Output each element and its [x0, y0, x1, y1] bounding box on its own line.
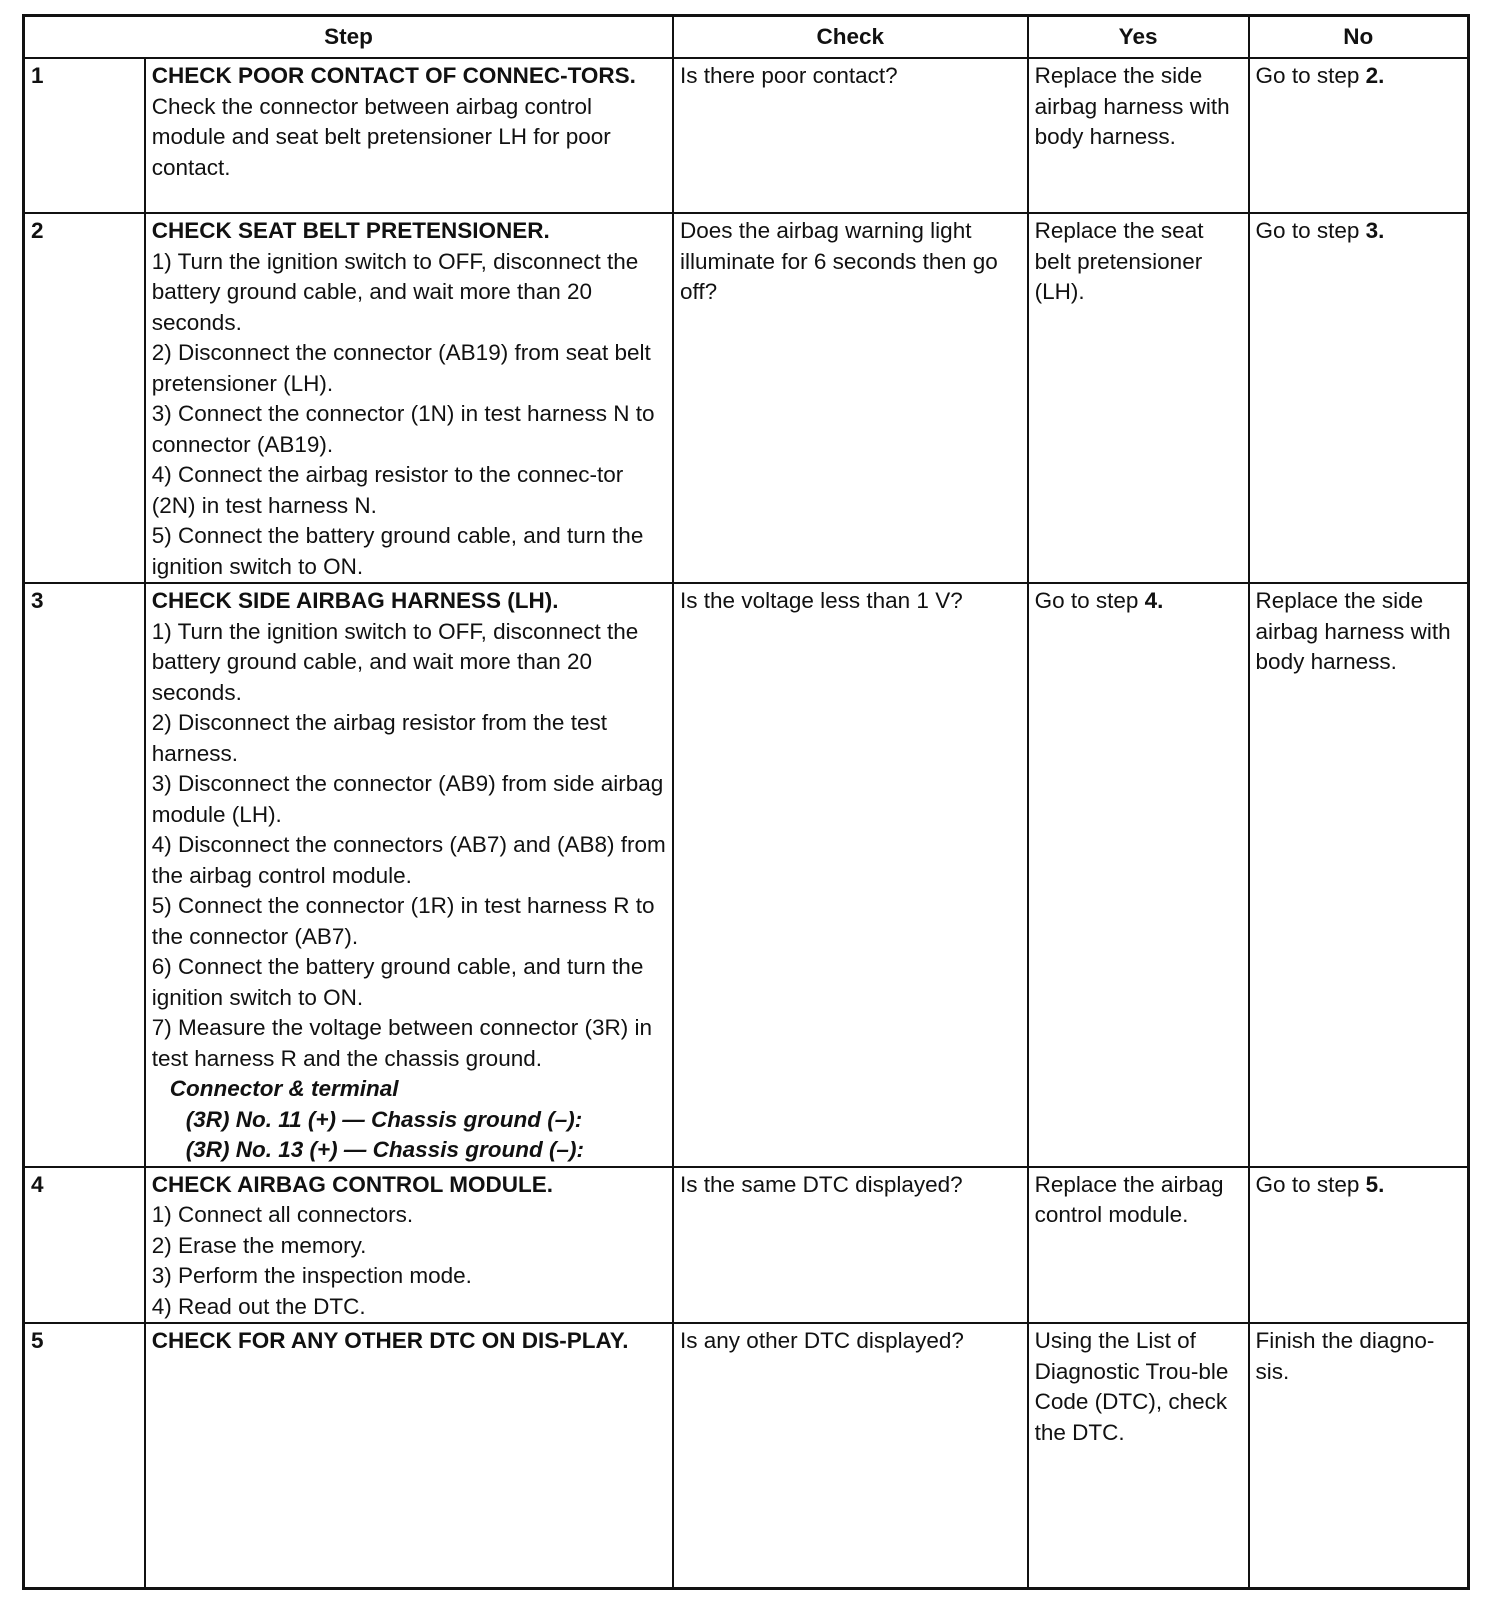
header-yes: Yes: [1028, 16, 1249, 59]
check-cell: Is the voltage less than 1 V?: [673, 583, 1028, 1167]
spec-line: (3R) No. 13 (+) — Chassis ground (–):: [185, 1137, 584, 1162]
step-cell: [145, 1167, 673, 1324]
yes-cell: [1028, 583, 1249, 1167]
table-row: [24, 1323, 1469, 1589]
table-row: [24, 58, 1469, 213]
diagnostic-table: [22, 14, 1470, 1590]
step-line: 3) Connect the connector (1N) in test harness N to connector (AB19).: [151, 401, 655, 457]
yes-cell: Replace the side airbag harness with body harness.: [1028, 58, 1249, 213]
step-line: 6) Connect the battery ground cable, and turn the ignition switch to ON.: [151, 954, 644, 1010]
header-no: No: [1249, 16, 1469, 59]
step-cell: [145, 58, 673, 213]
step-line: 4) Disconnect the connectors (AB7) and (AB8) from the airbag control module.: [151, 832, 666, 888]
check-cell: Is the same DTC displayed?: [673, 1167, 1028, 1324]
step-title: CHECK FOR ANY OTHER DTC ON DIS-PLAY.: [151, 1328, 629, 1353]
step-line: 7) Measure the voltage between connector (3R) in test harness R and the chassis ground.: [151, 1015, 653, 1071]
goto-step: 4.: [1144, 588, 1164, 613]
step-line: 1) Turn the ignition switch to OFF, disconnect the battery ground cable, and wait more than 20 seconds.: [151, 618, 639, 705]
goto-step: 3.: [1365, 218, 1385, 243]
check-cell: Does the airbag warning light illuminate for 6 seconds then go off?: [673, 213, 1028, 583]
step-number: 2: [24, 213, 145, 583]
step-line: 5) Connect the connector (1R) in test harness R to the connector (AB7).: [151, 893, 655, 949]
step-title: CHECK POOR CONTACT OF CONNEC-TORS.: [151, 63, 636, 88]
step-title: CHECK SEAT BELT PRETENSIONER.: [151, 218, 550, 243]
step-title: CHECK SIDE AIRBAG HARNESS (LH).: [151, 588, 559, 613]
table-row: [24, 583, 1469, 1167]
yes-cell: Replace the airbag control module.: [1028, 1167, 1249, 1324]
step-cell: [145, 213, 673, 583]
step-cell: [145, 1323, 673, 1589]
step-title: CHECK AIRBAG CONTROL MODULE.: [151, 1171, 554, 1197]
step-line: 1) Connect all connectors.: [151, 1202, 414, 1227]
spec-line: (3R) No. 11 (+) — Chassis ground (–):: [185, 1106, 583, 1132]
table-row: [24, 213, 1469, 583]
goto-step: 5.: [1365, 1171, 1385, 1197]
goto-step: 2.: [1365, 63, 1385, 88]
check-cell: Is any other DTC displayed?: [673, 1323, 1028, 1589]
no-cell: [1249, 1167, 1469, 1324]
step-cell: [145, 583, 673, 1167]
no-cell: [1249, 213, 1469, 583]
yes-text: Go to step: [1034, 588, 1145, 613]
yes-cell: Replace the seat belt pretensioner (LH).: [1028, 213, 1249, 583]
step-line: 2) Disconnect the connector (AB19) from seat belt pretensioner (LH).: [151, 340, 651, 396]
no-text: Go to step: [1255, 1171, 1366, 1197]
check-cell: Is there poor contact?: [673, 58, 1028, 213]
step-line: 2) Disconnect the airbag resistor from the test harness.: [151, 710, 607, 766]
step-line: Check the connector between airbag control module and seat belt pretensioner LH for poor contact.: [151, 93, 611, 180]
table-row: [24, 1167, 1469, 1324]
step-number: 5: [24, 1323, 145, 1589]
step-number: 4: [24, 1167, 145, 1324]
header-check: Check: [673, 16, 1028, 59]
yes-cell: Using the List of Diagnostic Trou-ble Code (DTC), check the DTC.: [1028, 1323, 1249, 1589]
step-line: 1) Turn the ignition switch to OFF, disconnect the battery ground cable, and wait more than 20 seconds.: [151, 248, 639, 335]
no-cell: Replace the side airbag harness with body harness.: [1249, 583, 1469, 1167]
step-line: 3) Disconnect the connector (AB9) from side airbag module (LH).: [151, 771, 664, 827]
step-line: 3) Perform the inspection mode.: [151, 1263, 472, 1288]
step-number: 1: [24, 58, 145, 213]
no-text: Go to step: [1255, 218, 1366, 243]
header-step: Step: [24, 16, 674, 59]
spec-heading: Connector & terminal: [169, 1076, 399, 1101]
no-cell: Finish the diagno-sis.: [1249, 1323, 1469, 1589]
no-cell: [1249, 58, 1469, 213]
step-line: 4) Read out the DTC.: [151, 1293, 366, 1319]
step-line: 5) Connect the battery ground cable, and turn the ignition switch to ON.: [151, 523, 644, 579]
step-number: 3: [24, 583, 145, 1167]
no-text: Go to step: [1255, 63, 1366, 88]
header-row: [24, 16, 1469, 59]
step-line: 2) Erase the memory.: [151, 1232, 367, 1258]
step-line: 4) Connect the airbag resistor to the connec-tor (2N) in test harness N.: [151, 462, 624, 518]
